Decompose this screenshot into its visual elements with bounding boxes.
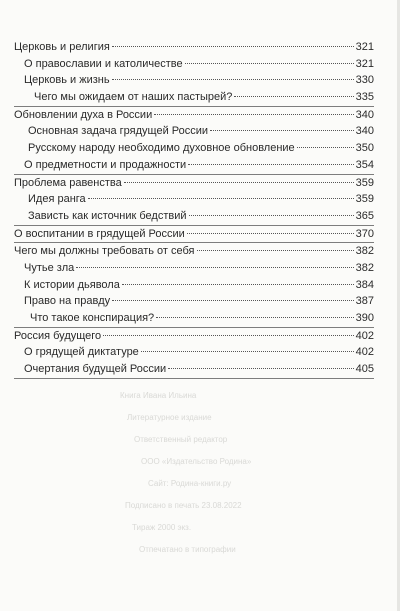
toc-entry-title: О воспитании в грядущей России (14, 227, 185, 240)
toc-entry (14, 293, 374, 310)
toc-entry (14, 191, 374, 208)
toc-entry-title: Церковь и религия (14, 41, 110, 53)
dot-leader (156, 317, 353, 318)
imprint-line: Подписано в печать 23.08.2022 (125, 501, 242, 510)
dot-leader (210, 130, 354, 131)
dot-leader (112, 79, 354, 80)
imprint-line: Книга Ивана Ильина (120, 391, 197, 400)
toc-section (14, 243, 374, 327)
toc-entry (14, 243, 374, 260)
imprint-line: ООО «Издательство Родина» (141, 457, 252, 466)
toc-entry (14, 260, 374, 277)
imprint-line: Отпечатано в типографии (139, 545, 236, 554)
toc-entry-title: Право на правду (24, 295, 111, 308)
toc-entry-page: 402 (355, 346, 374, 359)
toc-entry-title: О предметности и продажности (24, 158, 187, 171)
toc-entry-title: Церковь и жизнь (24, 74, 110, 87)
toc-entry-page: 359 (355, 176, 374, 189)
toc-entry (14, 123, 374, 140)
toc-entry-title: Русскому народу необходимо духовное обновление (28, 142, 295, 155)
toc-entry-page: 330 (355, 74, 374, 87)
dot-leader (122, 284, 354, 285)
dot-leader (187, 233, 354, 234)
toc-entry-page: 350 (355, 142, 374, 155)
imprint-line: Ответственный редактор (134, 435, 228, 444)
toc-entry-page: 354 (355, 158, 374, 171)
toc-entry (14, 361, 374, 378)
toc-entry-page: 321 (355, 41, 374, 53)
toc-section (14, 175, 374, 226)
toc-entry-title: Идея ранга (28, 193, 86, 206)
dot-leader (76, 267, 353, 268)
toc-entry (14, 72, 374, 89)
toc-entry-page: 402 (355, 329, 374, 342)
imprint-line: Сайт: Родина-книги.ру (148, 479, 232, 488)
toc-entry-title: Россия будущего (14, 329, 102, 342)
dot-leader (124, 182, 354, 183)
toc-entry-title: Очертания будущей России (24, 363, 167, 376)
toc-entry-page: 321 (355, 57, 374, 70)
toc-entry (14, 140, 374, 157)
toc-entry-page: 384 (355, 278, 374, 291)
toc-entry-title: Зависть как источник бедствий (28, 209, 187, 222)
toc-entry-page: 390 (355, 312, 374, 324)
toc-entry-page: 335 (355, 91, 374, 104)
toc-entry-title: Чего мы должны требовать от себя (14, 245, 195, 258)
toc-entry (14, 328, 374, 345)
dot-leader (185, 63, 354, 64)
toc-entry-page: 382 (355, 245, 374, 258)
toc-section (14, 107, 374, 175)
toc-entry-title: К истории дьявола (24, 278, 120, 291)
dot-leader (297, 147, 354, 148)
toc-entry-page: 405 (355, 363, 374, 376)
dot-leader (88, 198, 354, 199)
imprint-line: Тираж 2000 экз. (132, 523, 192, 532)
toc-entry (14, 208, 374, 225)
toc-entry-title: Что такое конспирация? (30, 312, 155, 324)
toc-entry-page: 365 (355, 209, 374, 222)
dot-leader (141, 351, 354, 352)
imprint-bleed-through (120, 390, 360, 555)
toc-entry (14, 310, 374, 327)
toc-entry-title: Основная задача грядущей России (28, 125, 209, 138)
toc-section (14, 226, 374, 244)
toc-entry-page: 340 (355, 108, 374, 121)
toc-entry (14, 277, 374, 294)
dot-leader (234, 96, 353, 97)
toc-entry-title: Чутье зла (24, 261, 75, 274)
toc-entry-title: Чего мы ожидаем от наших пастырей? (34, 91, 233, 104)
dot-leader (103, 335, 353, 336)
toc-entry-page: 382 (355, 261, 374, 274)
toc-entry (14, 175, 374, 192)
imprint-line: Литературное издание (127, 413, 212, 422)
toc-entry-page: 370 (355, 227, 374, 240)
dot-leader (168, 368, 353, 369)
toc-entry-title: О православии и католичестве (24, 57, 183, 70)
table-of-contents (14, 39, 374, 379)
toc-entry (14, 226, 374, 243)
dot-leader (112, 300, 354, 301)
toc-entry (14, 56, 374, 73)
toc-entry (14, 89, 374, 106)
dot-leader (112, 46, 354, 47)
toc-entry (14, 39, 374, 56)
dot-leader (188, 164, 353, 165)
toc-entry-title: Проблема равенства (14, 176, 122, 189)
toc-section (14, 39, 374, 107)
toc-entry (14, 107, 374, 124)
toc-entry-title: Обновлении духа в России (14, 108, 153, 121)
toc-entry-page: 359 (355, 193, 374, 206)
dot-leader (197, 250, 354, 251)
toc-entry-page: 387 (355, 295, 374, 308)
toc-entry-title: О грядущей диктатуре (24, 346, 139, 359)
toc-entry (14, 344, 374, 361)
toc-section (14, 328, 374, 379)
toc-entry (14, 157, 374, 174)
dot-leader (154, 114, 353, 115)
dot-leader (189, 215, 354, 216)
toc-entry-page: 340 (355, 125, 374, 138)
